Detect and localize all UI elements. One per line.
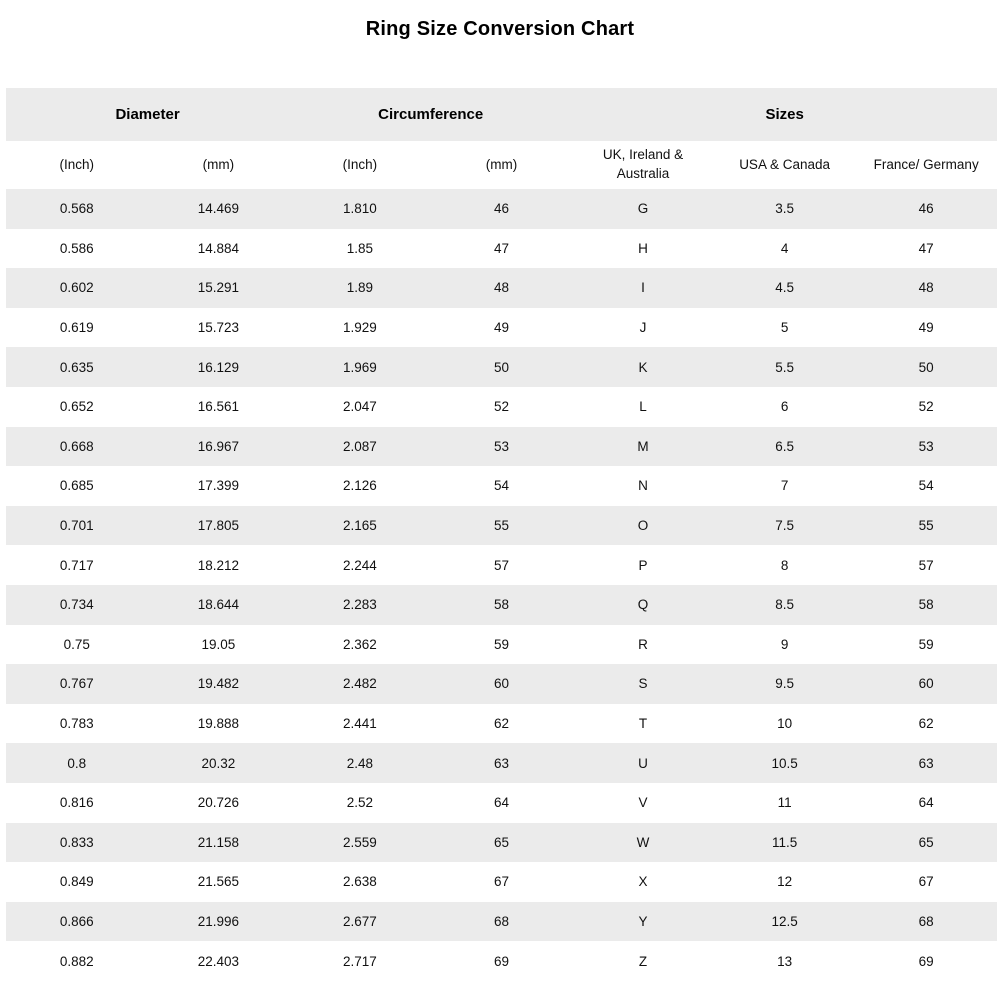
column-header-diameter-mm: (mm) bbox=[202, 156, 235, 172]
table-cell: 49 bbox=[493, 320, 509, 336]
table-cell: O bbox=[637, 518, 649, 534]
table-cell: 69 bbox=[493, 953, 509, 969]
table-head bbox=[6, 88, 997, 189]
table-cell: 62 bbox=[493, 716, 509, 732]
table-cell: P bbox=[638, 557, 648, 573]
table-cell: 3.5 bbox=[775, 201, 794, 217]
table-row bbox=[6, 704, 997, 744]
table-row bbox=[6, 862, 997, 902]
table-cell: X bbox=[638, 874, 648, 890]
table-cell: 19.482 bbox=[197, 676, 239, 692]
group-header-sizes: Sizes bbox=[765, 106, 804, 123]
table-cell: 15.723 bbox=[197, 320, 239, 336]
table-cell: Y bbox=[638, 913, 648, 929]
table-cell: Q bbox=[637, 597, 649, 613]
table-cell: 2.087 bbox=[343, 438, 377, 454]
table-cell: 67 bbox=[918, 874, 934, 890]
ring-size-conversion-table bbox=[6, 88, 997, 981]
table-cell: 17.399 bbox=[197, 478, 239, 494]
table-cell: 14.884 bbox=[197, 240, 239, 256]
table-cell: I bbox=[641, 280, 645, 296]
table-cell: 19.888 bbox=[197, 716, 239, 732]
table-cell: 2.482 bbox=[343, 676, 377, 692]
table-cell: 16.967 bbox=[197, 438, 239, 454]
table-cell: U bbox=[638, 755, 648, 771]
table-cell: 16.129 bbox=[197, 359, 239, 375]
table-cell: 0.717 bbox=[59, 557, 94, 573]
table-cell: 2.126 bbox=[343, 478, 377, 494]
table-cell: 2.677 bbox=[343, 913, 377, 929]
table-cell: 67 bbox=[493, 874, 509, 890]
table-cell: 0.685 bbox=[59, 478, 94, 494]
table-cell: 68 bbox=[493, 913, 509, 929]
table-cell: 0.734 bbox=[59, 597, 94, 613]
table-cell: 2.48 bbox=[346, 755, 374, 771]
table-cell: L bbox=[639, 399, 647, 415]
table-cell: 64 bbox=[493, 795, 509, 811]
table-cell: 62 bbox=[918, 716, 934, 732]
table-cell: 18.212 bbox=[197, 557, 239, 573]
table-cell: 64 bbox=[918, 795, 934, 811]
table-cell: 47 bbox=[918, 240, 934, 256]
table-cell: 60 bbox=[918, 676, 934, 692]
table-cell: 0.849 bbox=[59, 874, 94, 890]
table-cell: 2.047 bbox=[343, 399, 377, 415]
table-row bbox=[6, 941, 997, 981]
table-cell: 0.882 bbox=[59, 953, 94, 969]
table-cell: R bbox=[638, 636, 648, 652]
table-cell: 0.816 bbox=[59, 795, 94, 811]
table-cell: 2.244 bbox=[343, 557, 377, 573]
table-cell: K bbox=[638, 359, 648, 375]
table-cell: 2.717 bbox=[343, 953, 377, 969]
table-cell: 6.5 bbox=[775, 438, 794, 454]
table-cell: 54 bbox=[493, 478, 509, 494]
table-cell: 65 bbox=[918, 834, 934, 850]
table-cell: V bbox=[638, 795, 648, 811]
table-cell: H bbox=[638, 240, 648, 256]
table-row bbox=[6, 506, 997, 546]
table-cell: 21.996 bbox=[197, 913, 239, 929]
table-cell: 0.783 bbox=[59, 716, 94, 732]
table-cell: 8 bbox=[780, 557, 789, 573]
table-cell: 7 bbox=[780, 478, 789, 494]
table-cell: 49 bbox=[918, 320, 934, 336]
table-cell: 10.5 bbox=[771, 755, 798, 771]
column-header-circumference-inch: (Inch) bbox=[342, 156, 378, 172]
table-cell: 0.586 bbox=[59, 240, 94, 256]
table-cell: 55 bbox=[918, 518, 934, 534]
table-cell: 48 bbox=[493, 280, 509, 296]
table-cell: 21.158 bbox=[197, 834, 239, 850]
table-cell: 1.85 bbox=[346, 240, 374, 256]
table-cell: 0.75 bbox=[63, 636, 90, 652]
table-cell: 48 bbox=[918, 280, 934, 296]
table-row bbox=[6, 189, 997, 229]
column-header-usa-canada: USA & Canada bbox=[739, 156, 830, 172]
table-cell: 0.652 bbox=[59, 399, 94, 415]
group-header-circumference: Circumference bbox=[378, 106, 484, 123]
table-cell: 2.638 bbox=[343, 874, 377, 890]
table-row bbox=[6, 585, 997, 625]
table-cell: 2.165 bbox=[343, 518, 377, 534]
table-cell: 19.05 bbox=[201, 636, 236, 652]
table-row bbox=[6, 466, 997, 506]
table-row bbox=[6, 387, 997, 427]
column-header-france-germany: France/ Germany bbox=[873, 156, 979, 172]
table-cell: 0.701 bbox=[59, 518, 94, 534]
table-cell: T bbox=[638, 716, 648, 732]
column-header-row bbox=[6, 141, 997, 189]
table-cell: 2.441 bbox=[343, 716, 377, 732]
table-cell: 4.5 bbox=[775, 280, 794, 296]
table-cell: 22.403 bbox=[197, 953, 239, 969]
table-row bbox=[6, 625, 997, 665]
table-cell: 0.8 bbox=[67, 755, 87, 771]
table-cell: 50 bbox=[918, 359, 934, 375]
table-cell: 63 bbox=[918, 755, 934, 771]
table-cell: 15.291 bbox=[197, 280, 239, 296]
table-row bbox=[6, 823, 997, 863]
table-cell: S bbox=[638, 676, 648, 692]
table-cell: 55 bbox=[493, 518, 509, 534]
table-row bbox=[6, 427, 997, 467]
table-cell: 16.561 bbox=[197, 399, 239, 415]
column-header-circumference-mm: (mm) bbox=[485, 156, 518, 172]
table-cell: 1.929 bbox=[343, 320, 377, 336]
table-cell: 65 bbox=[493, 834, 509, 850]
table-cell: 1.89 bbox=[346, 280, 374, 296]
table-cell: 0.668 bbox=[59, 438, 94, 454]
table-cell: 9.5 bbox=[775, 676, 794, 692]
table-cell: 52 bbox=[493, 399, 509, 415]
table-cell: 50 bbox=[493, 359, 509, 375]
table-cell: 46 bbox=[493, 201, 509, 217]
table-cell: 68 bbox=[918, 913, 934, 929]
table-row bbox=[6, 664, 997, 704]
table-cell: 2.52 bbox=[346, 795, 374, 811]
table-cell: 57 bbox=[918, 557, 934, 573]
table-cell: 53 bbox=[493, 438, 509, 454]
table-body bbox=[6, 189, 997, 981]
table-cell: 0.602 bbox=[59, 280, 94, 296]
table-cell: 53 bbox=[918, 438, 934, 454]
table-cell: 58 bbox=[493, 597, 509, 613]
table-cell: 11 bbox=[777, 795, 792, 811]
table-cell: 5 bbox=[780, 320, 789, 336]
table-row bbox=[6, 902, 997, 942]
table-cell: 13 bbox=[777, 953, 793, 969]
table-cell: 12 bbox=[777, 874, 793, 890]
table-row bbox=[6, 268, 997, 308]
table-cell: N bbox=[638, 478, 648, 494]
table-cell: 46 bbox=[918, 201, 934, 217]
table-row bbox=[6, 743, 997, 783]
table-cell: 4 bbox=[780, 240, 789, 256]
table-cell: 69 bbox=[918, 953, 934, 969]
table-row bbox=[6, 545, 997, 585]
page-title: Ring Size Conversion Chart bbox=[365, 18, 635, 40]
table-cell: 0.833 bbox=[59, 834, 94, 850]
table-cell: 1.969 bbox=[343, 359, 377, 375]
table-cell: 7.5 bbox=[775, 518, 794, 534]
table-cell: 10 bbox=[777, 716, 793, 732]
table-cell: 57 bbox=[493, 557, 509, 573]
table-cell: 18.644 bbox=[197, 597, 239, 613]
table-row bbox=[6, 347, 997, 387]
table-cell: 5.5 bbox=[775, 359, 794, 375]
table-cell: 2.559 bbox=[343, 834, 377, 850]
table-cell: 52 bbox=[918, 399, 934, 415]
table-cell: 2.362 bbox=[343, 636, 377, 652]
table-cell: 0.635 bbox=[59, 359, 94, 375]
table-cell: 11.5 bbox=[771, 834, 798, 850]
table-cell: 12.5 bbox=[771, 913, 798, 929]
column-header-diameter-inch: (Inch) bbox=[59, 156, 95, 172]
table-cell: 0.619 bbox=[59, 320, 94, 336]
table-row bbox=[6, 783, 997, 823]
table-cell: 20.726 bbox=[197, 795, 239, 811]
table-cell: 6 bbox=[780, 399, 789, 415]
table-cell: 0.866 bbox=[59, 913, 94, 929]
table-cell: 54 bbox=[918, 478, 934, 494]
column-header-uk-ireland-australia: UK, Ireland & Australia bbox=[602, 147, 684, 181]
table-cell: 9 bbox=[780, 636, 789, 652]
table-cell: 0.568 bbox=[59, 201, 94, 217]
table-cell: 1.810 bbox=[343, 201, 377, 217]
table-cell: 63 bbox=[493, 755, 509, 771]
table-cell: 59 bbox=[918, 636, 934, 652]
table-cell: J bbox=[639, 320, 647, 336]
table-cell: Z bbox=[638, 953, 648, 969]
table-cell: 58 bbox=[918, 597, 934, 613]
table-cell: 21.565 bbox=[197, 874, 239, 890]
table-cell: 17.805 bbox=[197, 518, 239, 534]
table-cell: W bbox=[636, 834, 650, 850]
table-row bbox=[6, 308, 997, 348]
table-cell: 47 bbox=[493, 240, 509, 256]
table-cell: 2.283 bbox=[343, 597, 377, 613]
table-cell: 59 bbox=[493, 636, 509, 652]
table-cell: 14.469 bbox=[197, 201, 239, 217]
group-header-row bbox=[6, 88, 997, 141]
table-cell: 20.32 bbox=[201, 755, 236, 771]
table-cell: 60 bbox=[493, 676, 509, 692]
group-header-diameter: Diameter bbox=[115, 106, 180, 123]
table-cell: G bbox=[637, 201, 649, 217]
table-cell: M bbox=[637, 438, 649, 454]
table-row bbox=[6, 229, 997, 269]
table-cell: 8.5 bbox=[775, 597, 794, 613]
table-cell: 0.767 bbox=[59, 676, 94, 692]
